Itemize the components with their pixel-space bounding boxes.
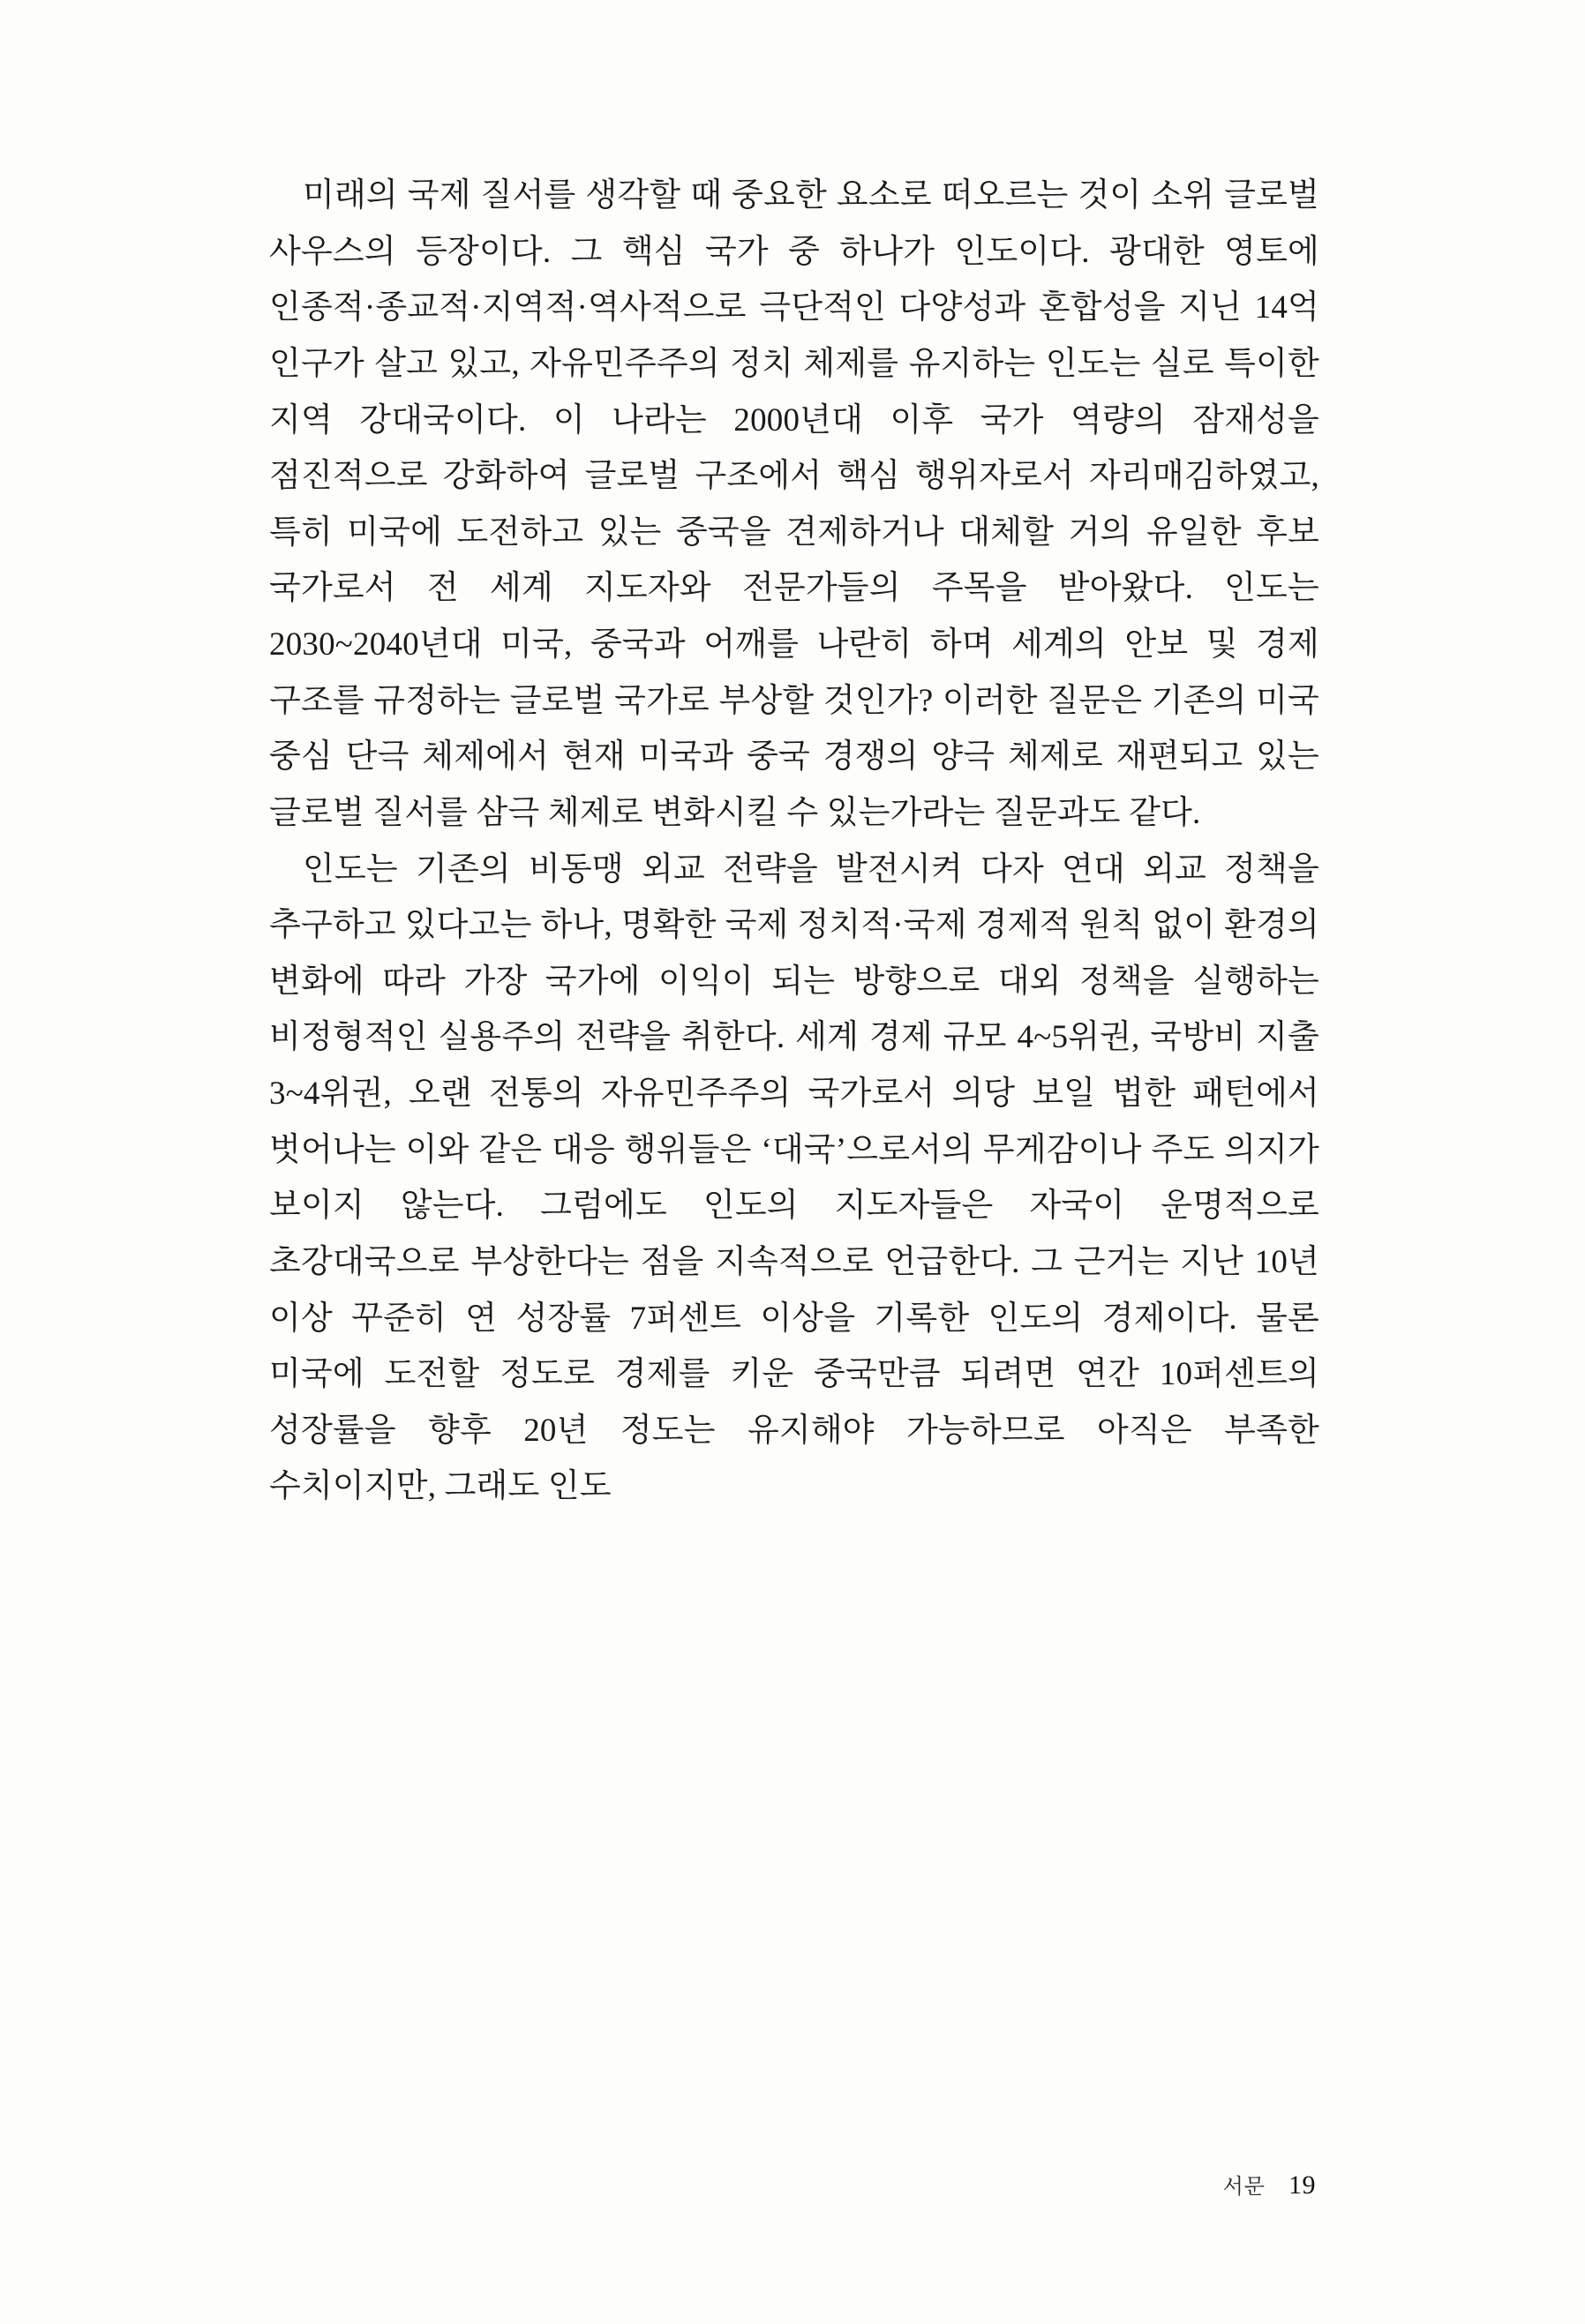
footer-section-label: 서문 [1222, 2176, 1266, 2199]
page-body [269, 168, 1319, 1515]
body-paragraph-2: 인도는 기존의 비동맹 외교 전략을 발전시켜 다자 연대 외교 정책을 추구하고 있다고는 하나, 명확한 국제 정치적·국제 경제적 원칙 없이 환경의 변화에 따라 가장 국가에 이익이 되는 방향으로 대외 정책을 실행하는 비정형적인 실용주의 전략을 취한다. 세계 경제 규모 4~5위권, 국방비 지출 3~4위권, 오랜 전통의 자유민주주의 국가로서 의당 보일 법한 패턴에서 벗어나는 이와 같은 대응 행위들은 ‘대국’으로서의 무게감이나 주도 의지가 보이지 않는다. 그럼에도 인도의 지도자들은 자국이 운명적으로 초강대국으로 부상한다는 점을 지속적으로 언급한다. 그 근거는 지난 10년 이상 꾸준히 연 성장률 7퍼센트 이상을 기록한 인도의 경제이다. 물론 미국에 도전할 정도로 경제를 키운 중국만큼 되려면 연간 10퍼센트의 성장률을 향후 20년 정도는 유지해야 가능하므로 아직은 부족한 수치이지만, 그래도 인도 [269, 851, 1319, 1505]
page-footer [269, 2169, 1316, 2200]
body-paragraph-1: 미래의 국제 질서를 생각할 때 중요한 요소로 떠오르는 것이 소위 글로벌 사우스의 등장이다. 그 핵심 국가 중 하나가 인도이다. 광대한 영토에 인종적·종교적·지역적·역사적으로 극단적인 다양성과 혼합성을 지닌 14억 인구가 살고 있고, 자유민주주의 정치 체제를 유지하는 인도는 실로 특이한 지역 강대국이다. 이 나라는 2000년대 이후 국가 역량의 잠재성을 점진적으로 강화하여 글로벌 구조에서 핵심 행위자로서 자리매김하였고, 특히 미국에 도전하고 있는 중국을 견제하거나 대체할 거의 유일한 후보 국가로서 전 세계 지도자와 전문가들의 주목을 받아왔다. 인도는 2030~2040년대 미국, 중국과 어깨를 나란히 하며 세계의 안보 및 경제 구조를 규정하는 글로벌 국가로 부상할 것인가? 이러한 질문은 기존의 미국 중심 단극 체제에서 현재 미국과 중국 경쟁의 양극 체제로 재편되고 있는 글로벌 질서를 삼극 체제로 변화시킬 수 있는가라는 질문과도 같다. [269, 177, 1319, 831]
footer-page-number: 19 [1288, 2170, 1316, 2200]
